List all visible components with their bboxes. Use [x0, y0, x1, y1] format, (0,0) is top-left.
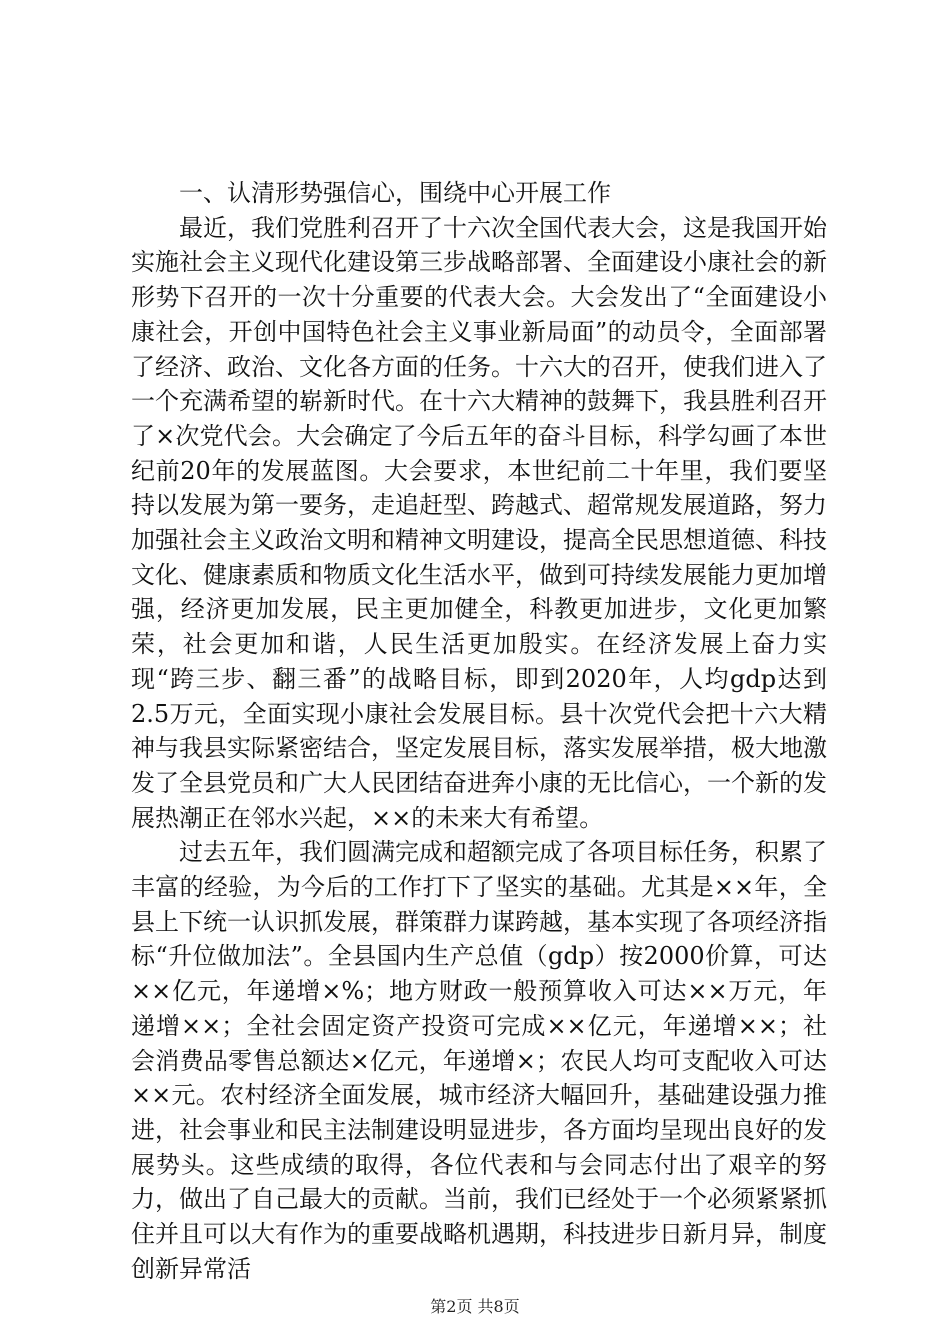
body-paragraph: 最近，我们党胜利召开了十六次全国代表大会，这是我国开始实施社会主义现代化建设第三步战略部署、全面建设小康社会的新形势下召开的一次十分重要的代表大会。大会发出了“全面建设小康社会，开创中国特色社会主义事业新局面”的动员令，全面部署了经济、政治、文化各方面的任务。十六大的召开，使我们进入了一个充满希望的崭新时代。在十六大精神的鼓舞下，我县胜利召开了×次党代会。大会确定了今后五年的奋斗目标，科学勾画了本世纪前20年的发展蓝图。大会要求，本世纪前二十年里，我们要坚持以发展为第一要务，走追赶型、跨越式、超常规发展道路，努力加强社会主义政治文明和精神文明建设，提高全民思想道德、科技文化、健康素质和物质文化生活水平，做到可持续发展能力更加增强，经济更加发展，民主更加健全，科教更加进步，文化更加繁荣，社会更加和谐，人民生活更加殷实。在经济发展上奋力实现“跨三步、翻三番”的战略目标，即到2020年，人均gdp达到2.5万元，全面实现小康社会发展目标。县十次党代会把十六大精神与我县实际紧密结合，坚定发展目标，落实发展举措，极大地激发了全县党员和广大人民团结奋进奔小康的无比信心，一个新的发展热潮正在邻水兴起，××的未来大有希望。 [131, 213, 827, 832]
page-footer: 第2页 共8页 [430, 1297, 520, 1316]
body-paragraph: 过去五年，我们圆满完成和超额完成了各项目标任务，积累了丰富的经验，为今后的工作打下了坚实的基础。尤其是××年，全县上下统一认识抓发展，群策群力谋跨越，基本实现了各项经济指标“升位做加法”。全县国内生产总值（gdp）按2000价算，可达××亿元，年递增×%；地方财政一般预算收入可达××万元，年递增××；全社会固定资产投资可完成××亿元，年递增××；社会消费品零售总额达×亿元，年递增×；农民人均可支配收入可达××元。农村经济全面发展，城市经济大幅回升，基础建设强力推进，社会事业和民主法制建设明显进步，各方面均呈现出良好的发展势头。这些成绩的取得，各位代表和与会同志付出了艰辛的努力，做出了自己最大的贡献。当前，我们已经处于一个必须紧紧抓住并且可以大有作为的重要战略机遇期，科技进步日新月异，制度创新异常活 [131, 838, 827, 1283]
section-heading: 一、认清形势强信心，围绕中心开展工作 [179, 179, 611, 207]
document-body [131, 176, 827, 1287]
